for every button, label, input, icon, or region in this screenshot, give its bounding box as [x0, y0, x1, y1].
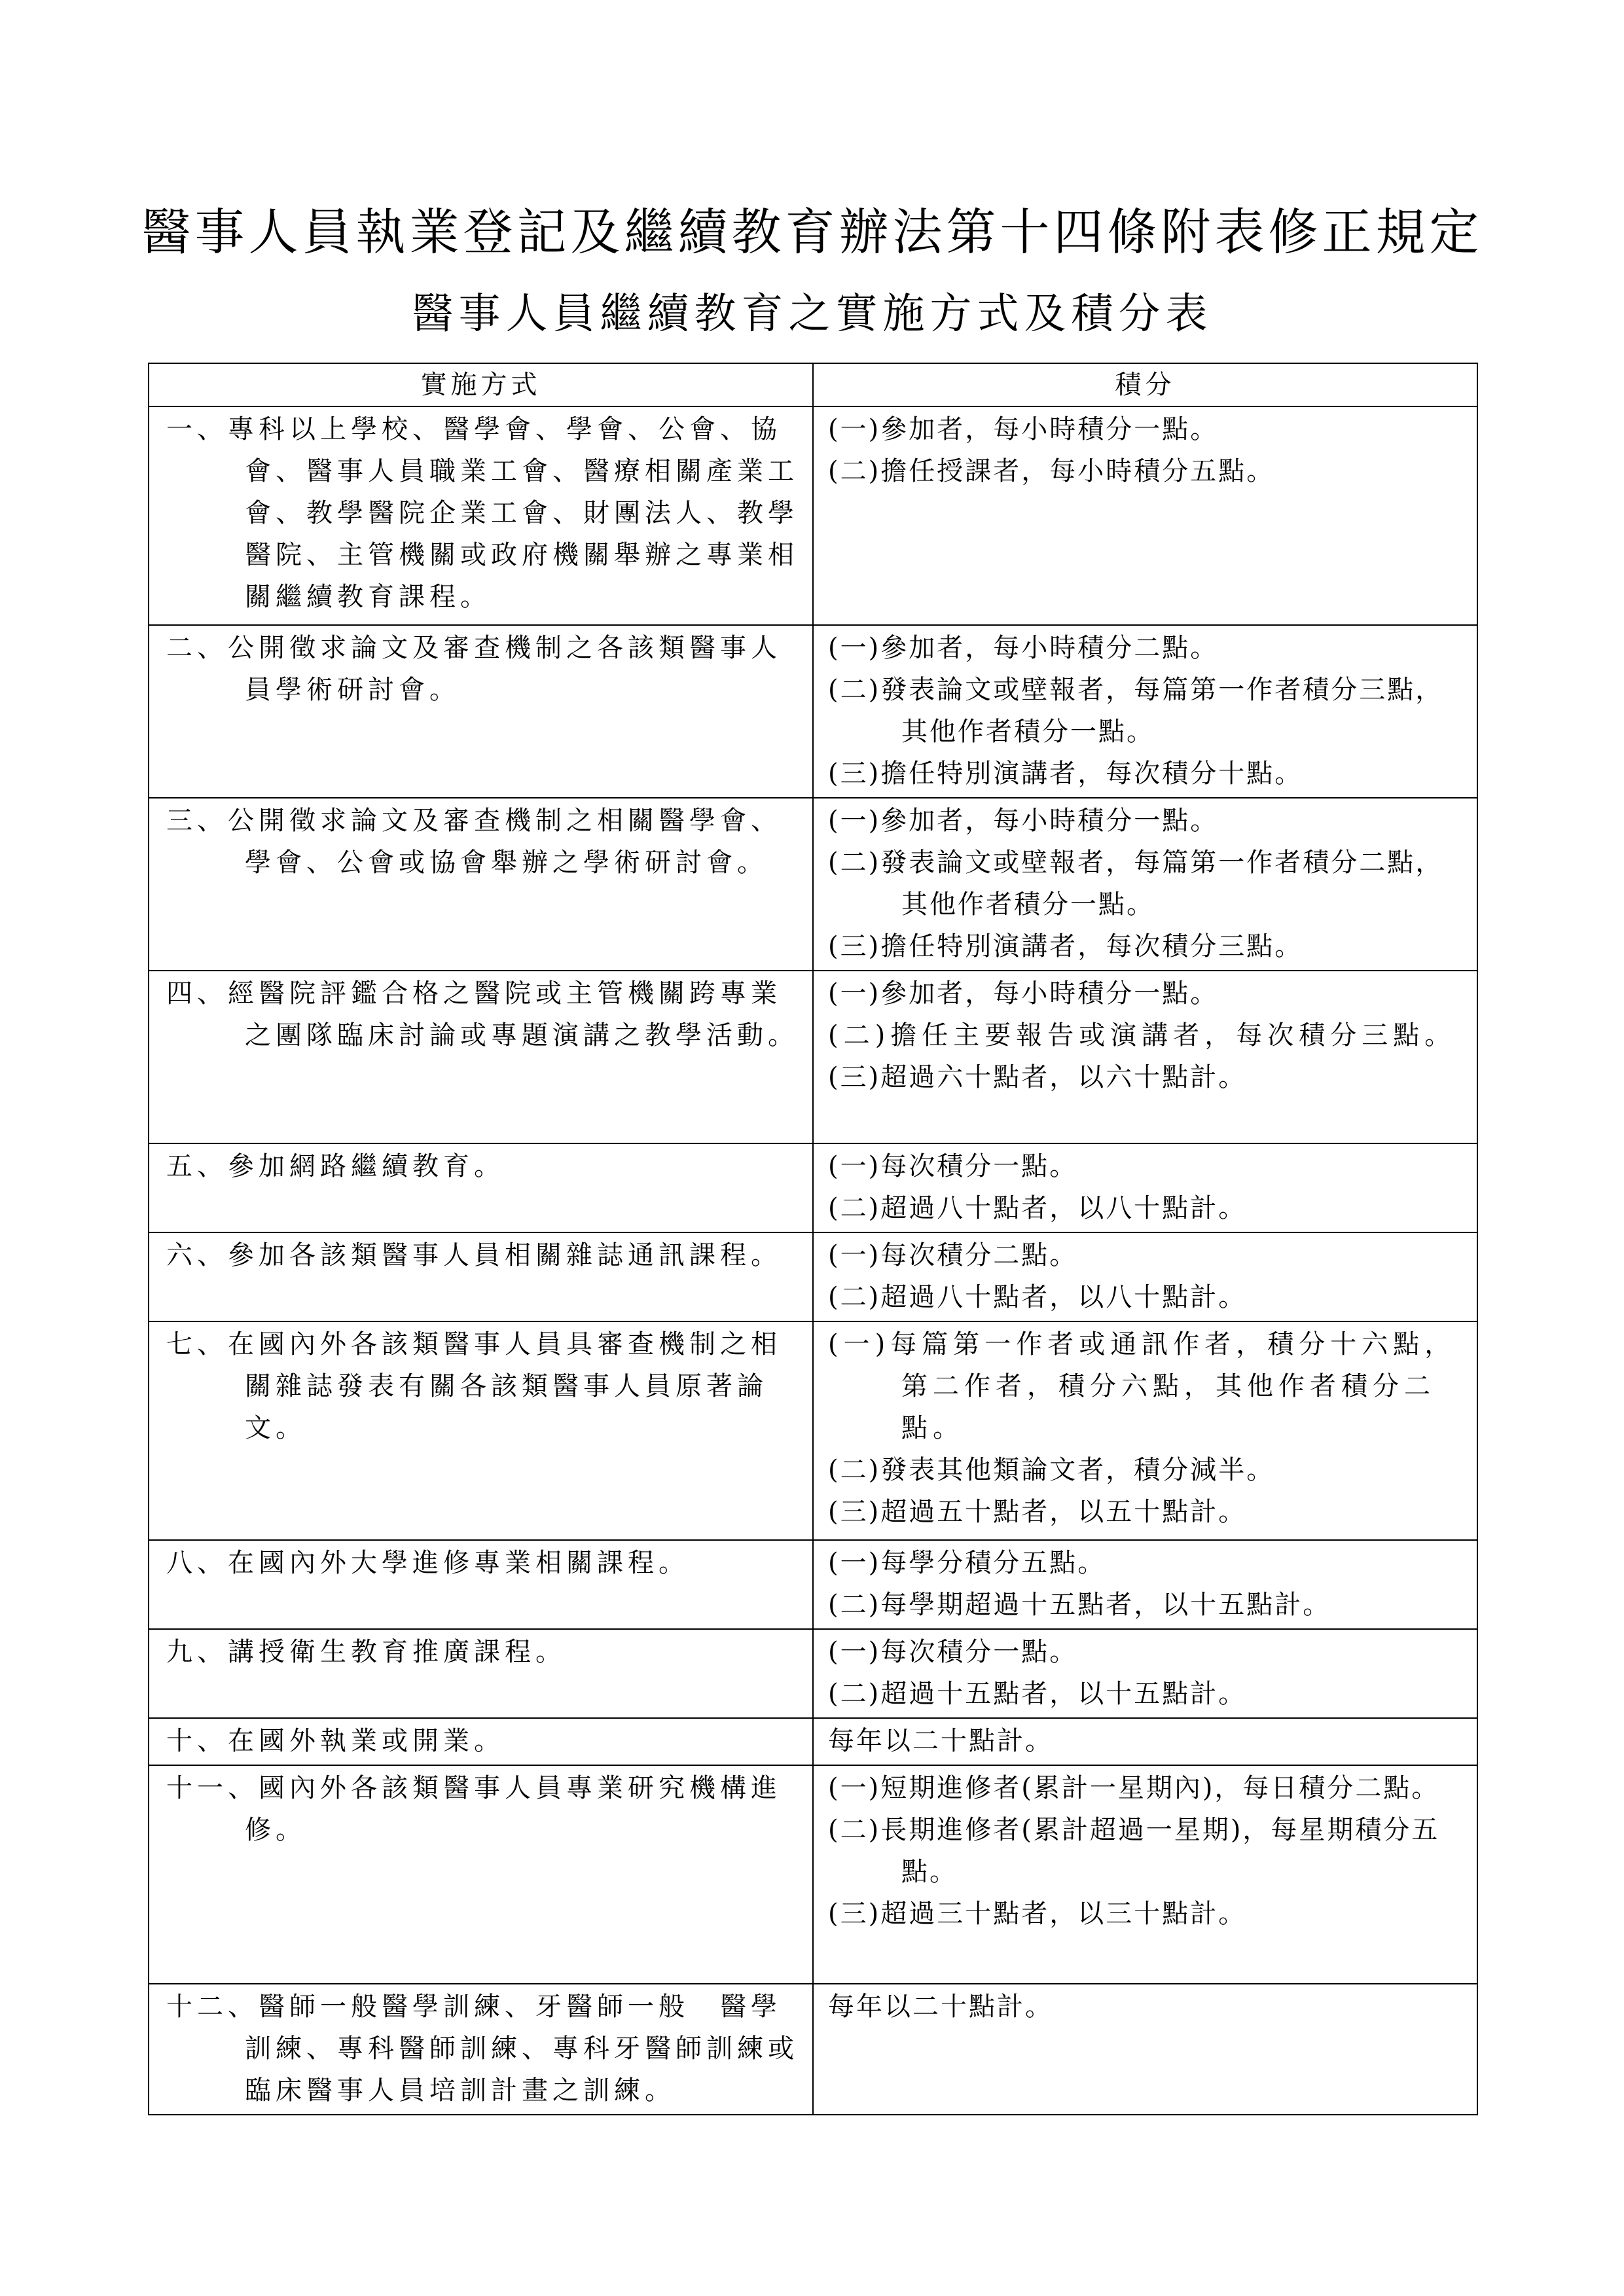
- credit-item: (一)短期進修者(累計一星期內)，每日積分二點。: [828, 1773, 1440, 1803]
- credits-cell: [813, 1232, 1477, 1321]
- table-header-row: [149, 363, 1477, 406]
- method-text: 八、在國內外大學進修專業相關課程。: [166, 1548, 689, 1578]
- table-row: [149, 406, 1477, 625]
- credit-item: (二)發表論文或壁報者，每篇第一作者積分三點，其他作者積分一點。: [828, 675, 1444, 747]
- document-title: 醫事人員執業登記及繼續教育辦法第十四條附表修正規定: [141, 203, 1483, 261]
- credit-item: (一)每篇第一作者或通訊作者，積分十六點，第二作者，積分六點，其他作者積分二點。: [828, 1329, 1456, 1443]
- table-row: [149, 1321, 1477, 1540]
- credit-item: (二)擔任授課者，每小時積分五點。: [828, 456, 1275, 486]
- table-row: [149, 798, 1477, 971]
- method-cell: [149, 1540, 813, 1629]
- credits-cell: [813, 1984, 1477, 2115]
- credit-item: (三)超過六十點者，以六十點計。: [828, 1062, 1247, 1092]
- table-row: [149, 1629, 1477, 1718]
- method-cell: [149, 1321, 813, 1540]
- table-row: [149, 971, 1477, 1143]
- header-credits: 積分: [813, 363, 1477, 406]
- credit-item: (一)參加者，每小時積分一點。: [828, 978, 1219, 1009]
- credit-item: (一)參加者，每小時積分一點。: [828, 806, 1219, 836]
- method-cell: [149, 1984, 813, 2115]
- method-cell: [149, 625, 813, 798]
- method-cell: [149, 798, 813, 971]
- method-text: 七、在國內外各該類醫事人員具審查機制之相關雜誌發表有關各該類醫事人員原著論文。: [166, 1329, 782, 1443]
- credits-cell: [813, 1143, 1477, 1232]
- credit-item: (一)每次積分一點。: [828, 1637, 1078, 1667]
- credit-item: 每年以二十點計。: [828, 1726, 1053, 1756]
- credits-cell: [813, 798, 1477, 971]
- method-cell: [149, 1765, 813, 1984]
- credits-cell: [813, 1718, 1477, 1765]
- method-cell: [149, 1143, 813, 1232]
- credits-cell: [813, 1540, 1477, 1629]
- credit-item: (一)參加者，每小時積分一點。: [828, 414, 1219, 444]
- table-row: [149, 1984, 1477, 2115]
- credit-item: (三)擔任特別演講者，每次積分十點。: [828, 759, 1303, 789]
- credit-item: (一)每學分積分五點。: [828, 1548, 1106, 1578]
- method-cell: [149, 1232, 813, 1321]
- method-text: 三、公開徵求論文及審查機制之相關醫學會、學會、公會或協會舉辦之學術研討會。: [166, 806, 782, 878]
- method-text: 六、參加各該類醫事人員相關雜誌通訊課程。: [166, 1240, 782, 1270]
- table-row: [149, 625, 1477, 798]
- method-text: 十、在國外執業或開業。: [166, 1726, 505, 1756]
- credit-item: (二)擔任主要報告或演講者，每次積分三點。: [828, 1020, 1456, 1050]
- credits-cell: [813, 406, 1477, 625]
- method-cell: [149, 406, 813, 625]
- method-cell: [149, 1629, 813, 1718]
- credit-item: (二)超過八十點者，以八十點計。: [828, 1282, 1247, 1312]
- table-row: [149, 1718, 1477, 1765]
- method-text: 五、參加網路繼續教育。: [166, 1151, 505, 1181]
- credit-item: (二)長期進修者(累計超過一星期)，每星期積分五點。: [828, 1815, 1440, 1887]
- credits-cell: [813, 1629, 1477, 1718]
- credit-item: (二)超過十五點者，以十五點計。: [828, 1679, 1247, 1709]
- credit-item: (三)超過五十點者，以五十點計。: [828, 1497, 1247, 1527]
- credit-item: (二)發表論文或壁報者，每篇第一作者積分二點，其他作者積分一點。: [828, 848, 1444, 920]
- table-row: [149, 1540, 1477, 1629]
- credit-item: (三)擔任特別演講者，每次積分三點。: [828, 931, 1303, 961]
- credits-cell: [813, 625, 1477, 798]
- method-text: 十二、醫師一般醫學訓練、牙醫師一般 醫學訓練、專科醫師訓練、專科牙醫師訓練或臨床醫事人員培訓計畫之訓練。: [166, 1992, 799, 2106]
- table-row: [149, 1232, 1477, 1321]
- credits-cell: [813, 1321, 1477, 1540]
- credits-cell: [813, 1765, 1477, 1984]
- credit-item: (一)參加者，每小時積分二點。: [828, 633, 1219, 663]
- table-row: [149, 1143, 1477, 1232]
- table-row: [149, 1765, 1477, 1984]
- credit-item: (二)超過八十點者，以八十點計。: [828, 1193, 1247, 1223]
- table-title: 醫事人員繼續教育之實施方式及積分表: [411, 290, 1213, 338]
- credit-item: (二)發表其他類論文者，積分減半。: [828, 1455, 1275, 1485]
- method-cell: [149, 971, 813, 1143]
- credit-item: (一)每次積分一點。: [828, 1151, 1078, 1181]
- header-method: 實施方式: [149, 363, 813, 406]
- credit-item: (一)每次積分二點。: [828, 1240, 1078, 1270]
- credits-cell: [813, 971, 1477, 1143]
- credit-item: (二)每學期超過十五點者，以十五點計。: [828, 1590, 1331, 1620]
- method-text: 二、公開徵求論文及審查機制之各該類醫事人員學術研討會。: [166, 633, 782, 705]
- method-text: 四、經醫院評鑑合格之醫院或主管機關跨專業之團隊臨床討論或專題演講之教學活動。: [166, 978, 799, 1050]
- method-text: 一、專科以上學校、醫學會、學會、公會、協會、醫事人員職業工會、醫療相關產業工會、教學醫院企業工會、財團法人、教學醫院、主管機關或政府機關舉辦之專業相關繼續教育課程。: [166, 414, 799, 612]
- method-text: 九、講授衛生教育推廣課程。: [166, 1637, 566, 1667]
- credits-table: [148, 363, 1478, 2115]
- method-cell: [149, 1718, 813, 1765]
- method-text: 十一、國內外各該類醫事人員專業研究機構進修。: [166, 1773, 782, 1845]
- credit-item: 每年以二十點計。: [828, 1992, 1053, 2022]
- credit-item: (三)超過三十點者，以三十點計。: [828, 1899, 1247, 1929]
